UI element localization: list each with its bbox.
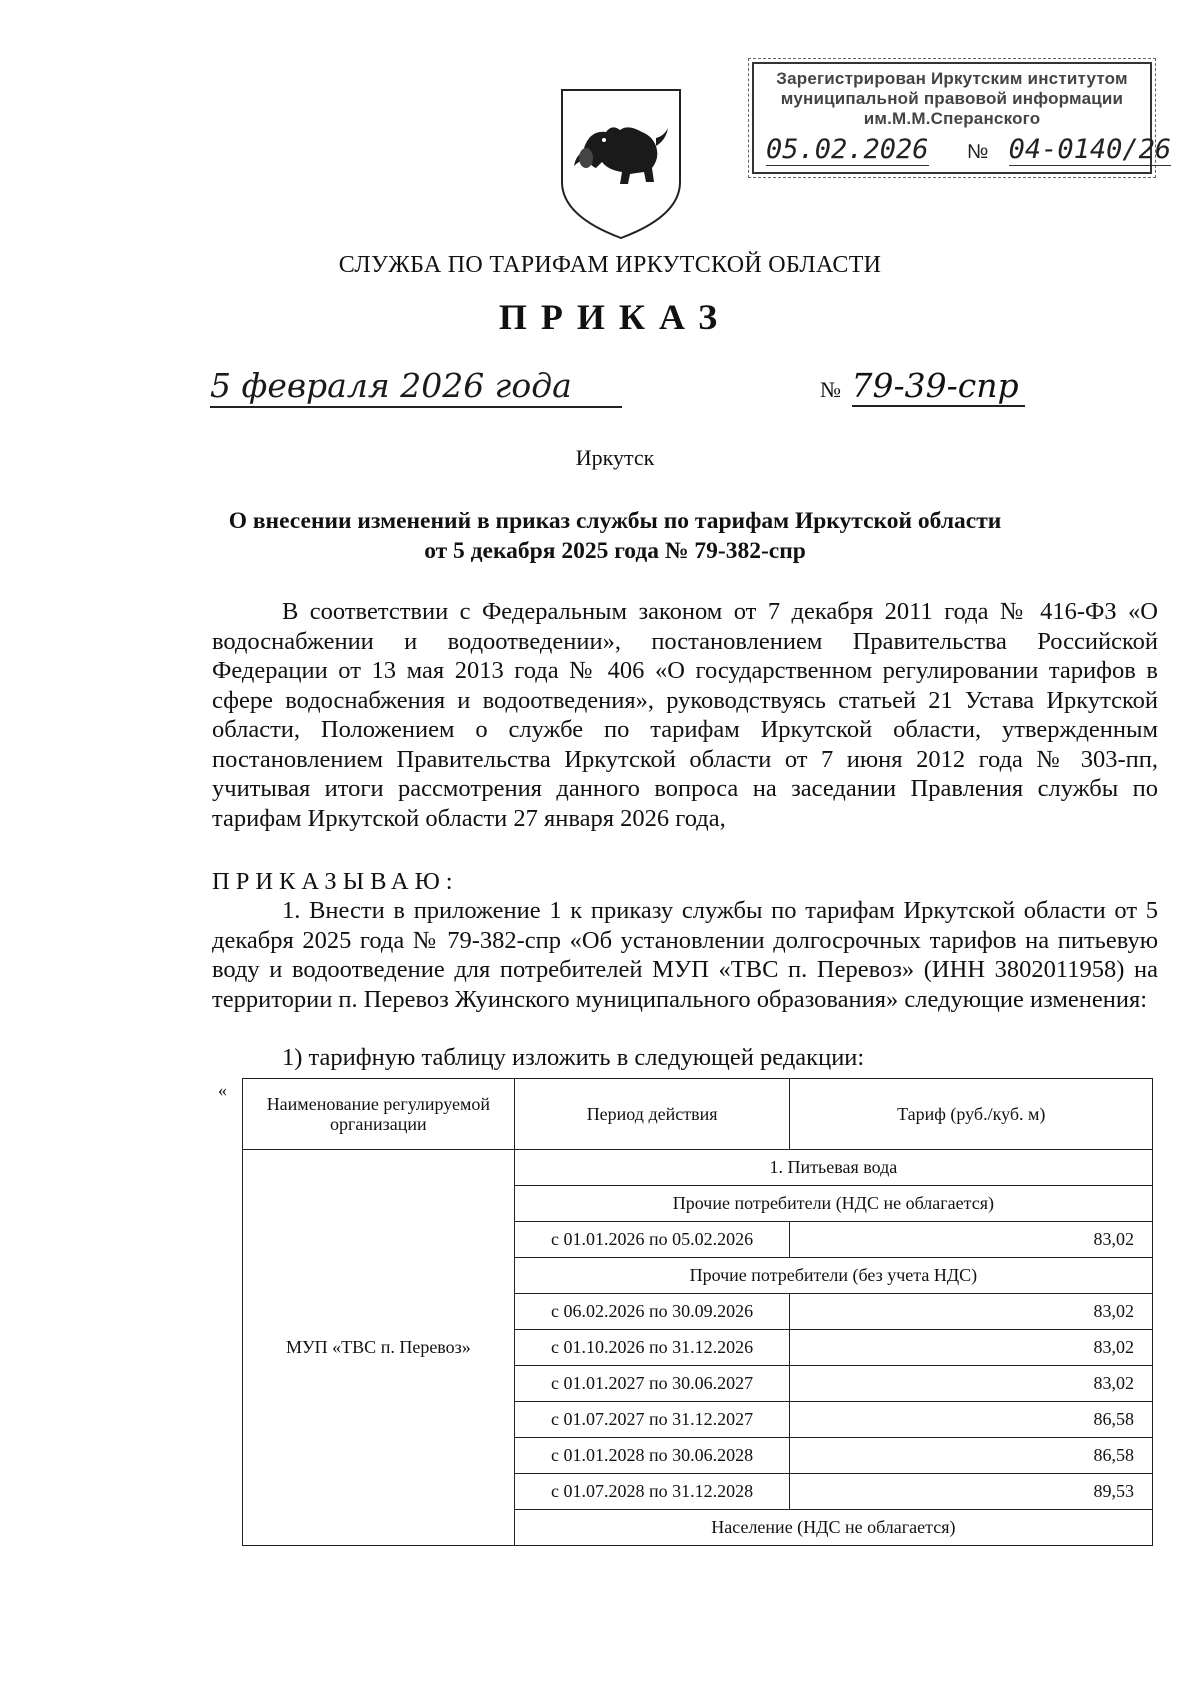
stamp-line-3: им.М.М.Сперанского — [863, 109, 1041, 128]
period-cell: с 01.10.2026 по 31.12.2026 — [514, 1330, 790, 1366]
table-row — [243, 1150, 1153, 1186]
stamp-line-2: муниципальной правовой информации — [780, 89, 1124, 108]
order-number — [820, 368, 1025, 408]
stamp-number-label: № — [966, 141, 989, 163]
tariff-cell: 86,58 — [790, 1402, 1153, 1438]
section-heading: 1. Питьевая вода — [514, 1150, 1152, 1186]
tariff-cell: 83,02 — [790, 1222, 1153, 1258]
header-tariff: Тариф (руб./куб. м) — [790, 1079, 1153, 1150]
period-cell: с 01.07.2028 по 31.12.2028 — [514, 1474, 790, 1510]
clause-1-1-paragraph: 1) тарифную таблицу изложить в следующей редакции: — [282, 1044, 865, 1071]
order-keyword: ПРИКАЗЫВАЮ: — [212, 868, 459, 895]
subject-line-1: О внесении изменений в приказ службы по тарифам Иркутской области — [228, 508, 1002, 534]
period-cell: с 01.07.2027 по 31.12.2027 — [514, 1402, 790, 1438]
group-heading: Прочие потребители (НДС не облагается) — [514, 1186, 1152, 1222]
tariff-cell: 83,02 — [790, 1366, 1153, 1402]
group-heading: Прочие потребители (без учета НДС) — [514, 1258, 1152, 1294]
period-cell: с 06.02.2026 по 30.09.2026 — [514, 1294, 790, 1330]
registration-stamp — [752, 62, 1172, 174]
order-number-label: № — [820, 377, 841, 402]
header-period: Период действия — [514, 1079, 790, 1150]
city: Иркутск — [575, 445, 655, 470]
table-header-row — [243, 1079, 1153, 1150]
agency-name: СЛУЖБА ПО ТАРИФАМ ИРКУТСКОЙ ОБЛАСТИ — [338, 252, 882, 278]
tariff-cell: 83,02 — [790, 1330, 1153, 1366]
period-cell: с 01.01.2026 по 05.02.2026 — [514, 1222, 790, 1258]
stamp-date: 05.02.2026 — [766, 134, 929, 165]
clause-1-paragraph: 1. Внести в приложение 1 к приказу службы по тарифам Иркутской области от 5 декабря 2025 года № 79-382-спр «Об установлении долгосрочных тарифов на питьевую воду и водоотведение для потребителей МУП «ТВС п. Перевоз» (ИНН 3802011958) на территории п. Перевоз Жуинского муниципального образования» следующие изменения: — [212, 897, 1158, 1013]
organization-cell: МУП «ТВС п. Перевоз» — [243, 1150, 515, 1546]
preamble-paragraph: В соответствии с Федеральным законом от 7 декабря 2011 года № 416-ФЗ «О водоснабжении и водоотведении», постановлением Правительства Российской Федерации от 13 мая 2013 года № 406 «О государственном регулировании тарифов в сфере водоснабжения и водоотведения», руководствуясь статьей 21 Устава Иркутской области, Положением о службе по тарифам Иркутской области, утвержденным постановлением Правительства Иркутской области от 7 июня 2012 года № 303-пп, учитывая итоги рассмотрения данного вопроса на заседании Правления службы по тарифам Иркутской области 27 января 2026 года, — [212, 598, 1158, 832]
tariff-cell: 83,02 — [790, 1294, 1153, 1330]
tariff-cell: 89,53 — [790, 1474, 1153, 1510]
order-subject — [0, 506, 1200, 566]
order-number-handwritten: 79-39-спр — [852, 366, 1025, 407]
stamp-number: 04-0140/26 — [1008, 134, 1172, 165]
stamp-handwritten-row — [766, 134, 1172, 165]
period-cell: с 01.01.2027 по 30.06.2027 — [514, 1366, 790, 1402]
opening-quote-mark: « — [218, 1080, 227, 1100]
tariff-cell: 86,58 — [790, 1438, 1153, 1474]
stamp-line-1: Зарегистрирован Иркутским институтом — [776, 69, 1128, 88]
order-date-handwritten: 5 февраля 2026 года — [210, 368, 622, 408]
coat-of-arms-icon — [556, 84, 686, 240]
period-cell: с 01.01.2028 по 30.06.2028 — [514, 1438, 790, 1474]
subject-line-2: от 5 декабря 2025 года № 79-382-спр — [424, 538, 806, 564]
header-organization: Наименование регулируемой организации — [243, 1079, 515, 1150]
group-heading: Население (НДС не облагается) — [514, 1510, 1152, 1546]
document-type-title: ПРИКАЗ — [498, 297, 732, 337]
tariff-table — [242, 1078, 1153, 1546]
